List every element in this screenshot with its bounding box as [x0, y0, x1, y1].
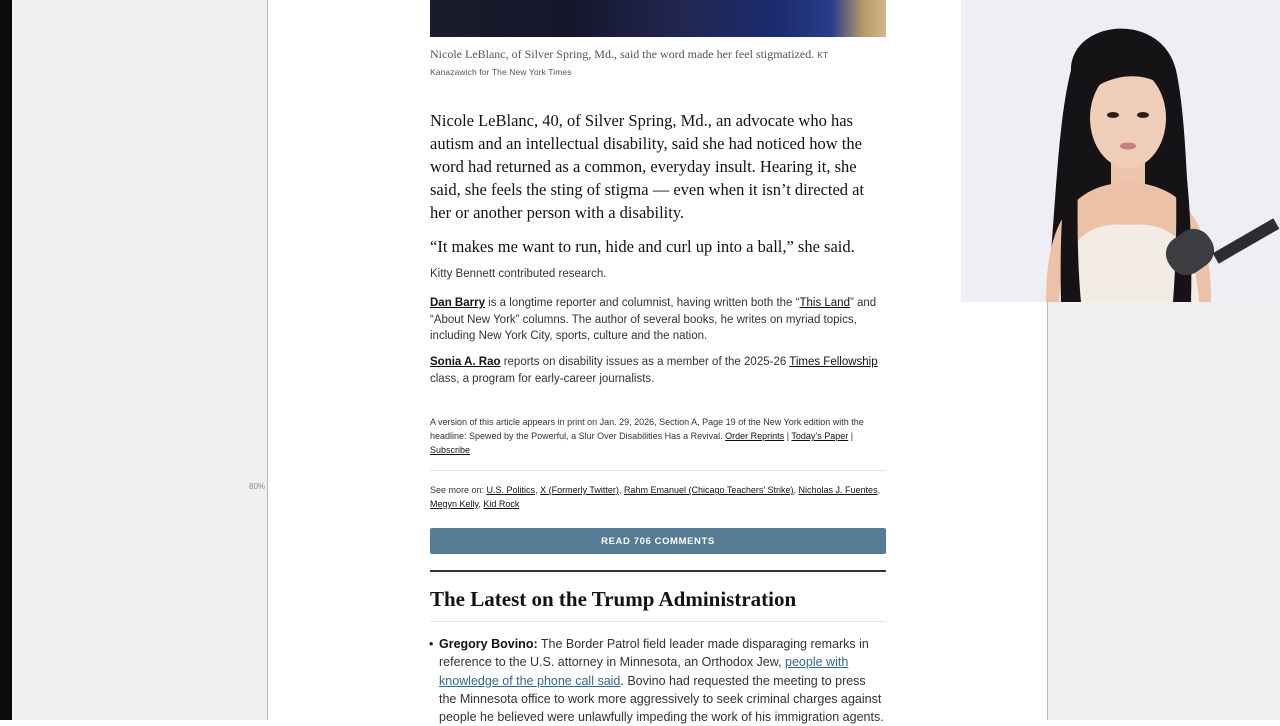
webcam-person-illustration — [961, 0, 1280, 302]
page-border-left — [267, 0, 268, 720]
print-edition-note — [430, 415, 886, 457]
subscribe-link[interactable]: Subscribe — [430, 445, 471, 455]
bullet-icon: • — [429, 637, 434, 651]
webcam-overlay — [961, 0, 1280, 302]
times-fellowship-link[interactable]: Times Fellowship — [789, 356, 878, 368]
latest-item-text: The Border Patrol field leader made disparaging remarks in reference to the U.S. attorney in Minnesota, an Orthodox Jew, — [439, 637, 869, 670]
this-land-link[interactable]: This Land — [799, 297, 850, 309]
bio-text: class, a program for early-career journalists. — [430, 372, 655, 385]
photo-caption — [430, 46, 886, 80]
author-bio-sonia-rao — [430, 354, 886, 387]
bio-text: reports on disability issues as a member of the 2025-26 — [500, 356, 790, 368]
window-edge — [0, 0, 12, 720]
caption-credit: Kanazawich for The New York Times — [430, 67, 572, 77]
latest-item — [439, 635, 884, 726]
print-note-text: A version of this article appears in print on Jan. 29, 2026, Section A, Page 19 of the New York edition with the headline: Spewed by the Powerful, a Slur Over Disabilities Has a Revival. — [430, 417, 864, 441]
see-more-topics: See more on: U.S. Politics, X (Formerly Twitter), Rahm Emanuel (Chicago Teachers’ Strike), Nicholas J. Fuentes, Megyn Kelly, Kid Rock — [430, 485, 881, 509]
bio-text: ” and “About New York” columns. The author of several books, he writes on myriad topics, including New York City, sports, culture and the nation. — [430, 297, 877, 342]
topic-link[interactable]: Nicholas J. Fuentes — [798, 485, 878, 495]
separator: | — [850, 431, 854, 441]
latest-item-text: . Bovino had requested the meeting to press the Minnesota office to work more aggressively to seek criminal charges against people he believed were unlawfully impeding the work of his immigration agents. — [439, 673, 884, 725]
divider — [430, 470, 886, 471]
section-rule — [430, 570, 886, 572]
article-quote: “It makes me want to run, hide and curl up into a ball,” she said. — [430, 237, 855, 256]
author-bio-dan-barry — [430, 295, 886, 345]
order-reprints-link[interactable]: Order Reprints — [725, 431, 785, 441]
author-name-link[interactable]: Sonia A. Rao — [430, 356, 501, 368]
todays-paper-link[interactable]: Today’s Paper — [791, 431, 849, 441]
read-comments-button[interactable]: READ 706 COMMENTS — [430, 528, 886, 554]
separator: | — [786, 431, 790, 441]
page-gutter-left — [12, 0, 268, 720]
phone-call-link[interactable]: people with knowledge of the phone call said — [439, 655, 849, 688]
caption-text: Nicole LeBlanc, of Silver Spring, Md., said the word made her feel stigmatized. — [430, 47, 815, 61]
latest-item-heading: Gregory Bovino: — [439, 637, 538, 651]
topic-link[interactable]: X (Formerly Twitter) — [540, 485, 619, 495]
article-paragraph: Nicole LeBlanc, 40, of Silver Spring, Md., an advocate who has autism and an intellectual disability, said she had noticed how the word had returned as a common, everyday insult. Hearing it, she said, she feels the sting of stigma — even when it isn’t directed at her or another person with a disability. — [430, 111, 865, 222]
caption-credit-prefix: KT — [817, 50, 829, 60]
zoom-level-label: 80% — [249, 482, 266, 491]
contributor-note: Kitty Bennett contributed research. — [430, 268, 607, 280]
topic-link[interactable]: Megyn Kelly — [430, 499, 479, 509]
author-name-link[interactable]: Dan Barry — [430, 297, 485, 309]
topic-link[interactable]: Rahm Emanuel (Chicago Teachers’ Strike) — [623, 485, 794, 495]
topic-link[interactable]: Kid Rock — [483, 499, 520, 509]
topic-link[interactable]: U.S. Politics — [486, 485, 536, 495]
article-photo — [430, 0, 886, 37]
see-more-label: See more on: — [430, 485, 485, 495]
bio-text: is a longtime reporter and columnist, having written both the “ — [484, 297, 800, 309]
latest-section-title: The Latest on the Trump Administration — [430, 587, 797, 611]
divider — [430, 621, 886, 622]
